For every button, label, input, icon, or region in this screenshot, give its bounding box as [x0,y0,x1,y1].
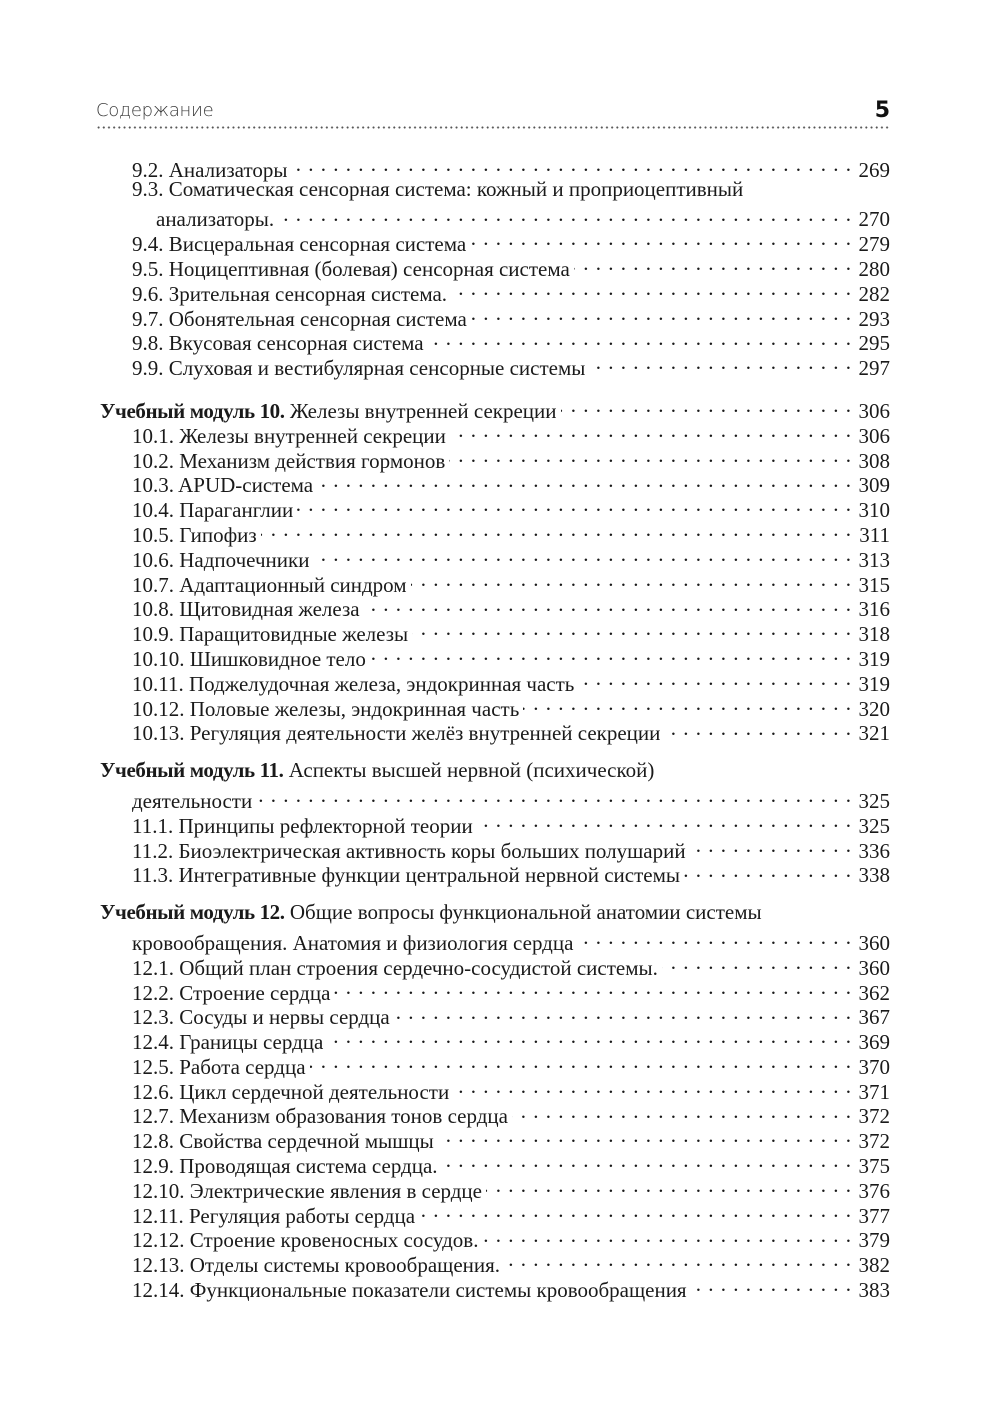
toc-text: Зрительная сенсорная система. [168,281,448,306]
toc-entry-title [132,1030,323,1055]
toc-entry-title [132,597,360,622]
module-heading-continuation [96,783,890,813]
dot-leader [297,492,852,517]
toc-page-number: 320 [858,696,890,721]
toc-text: 12.9. [132,1154,174,1179]
toc-text: 12.7. [132,1104,174,1129]
dot-leader [442,1148,852,1173]
dot-leader [477,808,852,833]
toc-text: Механизм действия гормонов [179,448,446,473]
header-dotted-rule [96,126,890,129]
toc-page-number: 382 [858,1253,890,1278]
toc-page-number: 293 [858,306,890,331]
toc-text: Анализаторы [168,157,288,182]
module-heading-continuation [96,925,890,955]
module-title-continuation: деятельности [132,788,253,813]
toc-page-number: 325 [858,788,890,813]
dot-leader [664,716,852,741]
dot-leader [451,276,852,301]
module-label: Учебный модуль 10. [100,398,285,423]
dot-leader [291,152,852,177]
toc-text: Вкусовая сенсорная система [168,331,424,356]
toc-entry-title [132,177,743,202]
dot-leader [470,226,852,251]
toc-text: 12.3. [132,1005,174,1030]
toc-text: 12.11. [132,1203,184,1228]
toc-page-number: 325 [858,813,890,838]
toc-text: Регуляция работы сердца [188,1203,416,1228]
dot-leader [411,567,852,592]
toc-entry-title [156,207,274,232]
toc-page-number: 309 [858,473,890,498]
toc-text: анализаторы. [156,207,275,232]
toc-text: Обонятельная сенсорная система [168,306,467,331]
toc-text: Свойства сердечной мышцы [179,1129,434,1154]
toc-page-number: 306 [858,398,890,423]
toc-entry-title [132,1080,449,1105]
toc-text: Работа сердца [179,1054,306,1079]
toc-page-number: 311 [859,522,890,547]
dot-leader [684,858,852,883]
toc-page-number: 375 [858,1154,890,1179]
page-number: 5 [874,98,890,123]
dot-leader [471,301,852,326]
module-title: Аспекты высшей нервной (психической) [288,758,655,783]
toc-page-number: 319 [858,671,890,696]
dot-leader [453,1074,852,1099]
toc-text: Отделы системы кровообращения. [189,1253,501,1278]
toc-page-number: 370 [858,1054,890,1079]
toc-page-number: 319 [858,646,890,671]
toc-text: 12.2. [132,980,174,1005]
toc-text: 9.8. [132,331,164,356]
toc-page-number: 338 [858,863,890,888]
toc-text: Проводящая система сердца. [179,1154,438,1179]
toc-text: Механизм образования тонов сердца [179,1104,508,1129]
toc-text: 12.10. [132,1178,185,1203]
dot-leader [561,393,852,418]
toc-text: Слуховая и вестибулярная сенсорные системы [168,356,586,381]
dot-leader [691,1272,852,1297]
toc-text: Соматическая сенсорная система: кожный и проприоцептивный [168,176,744,201]
toc-entry-title [132,331,424,356]
toc-entry-title [132,523,257,548]
toc-entry-title [132,232,466,257]
toc-page-number: 369 [858,1030,890,1055]
toc-text: Электрические явления в сердце [189,1178,482,1203]
toc-entry-title [132,839,686,864]
toc-text: Принципы рефлекторной теории [178,813,473,838]
dot-leader [419,1198,852,1223]
dot-leader [334,975,852,1000]
running-head [96,98,890,128]
toc-text: 12.12. [132,1228,185,1253]
toc-entry-title [132,672,574,697]
toc-text: Половые железы, эндокринная часть [189,696,520,721]
toc-text: 9.7. [132,306,164,331]
dot-leader [449,443,852,468]
toc-page-number: 379 [858,1228,890,1253]
toc-text: 10.1. [132,423,174,448]
toc-text: Щитовидная железа [179,597,360,622]
dot-leader [364,592,852,617]
dot-leader [486,1173,852,1198]
toc-page-number: 315 [858,572,890,597]
toc-text: 12.8. [132,1129,174,1154]
dot-leader [256,783,852,808]
dot-leader [662,950,852,975]
toc-page-number: 270 [858,207,890,232]
module-label: Учебный модуль 12. [100,900,285,925]
toc-page-number: 316 [858,597,890,622]
toc-entry-title [100,900,762,925]
toc-text: 12.14. [132,1278,185,1303]
toc-text: 10.2. [132,448,174,473]
toc-entry-title [132,548,309,573]
toc-entry-title [132,1204,415,1229]
toc-page-number: 282 [858,281,890,306]
toc-page-number: 280 [858,256,890,281]
toc-page-number: 360 [858,930,890,955]
dot-leader [504,1247,852,1272]
toc-page-number: 279 [858,232,890,257]
dot-leader [438,1123,852,1148]
toc-entry-title [132,1253,500,1278]
toc-entry-title [132,931,573,956]
dot-leader [577,925,852,950]
toc-text: 12.13. [132,1253,185,1278]
toc-page-number: 308 [858,448,890,473]
module-heading [96,758,890,783]
toc-text: 11.2. [132,838,174,863]
toc-text: 12.6. [132,1079,174,1104]
toc-page-number: 297 [858,356,890,381]
module-heading [96,900,890,925]
toc-text: 10.9. [132,622,174,647]
toc-entry [96,152,890,182]
toc-text: Шишковидное тело [189,646,366,671]
toc-page-number: 376 [858,1178,890,1203]
toc-entry-title [132,1055,306,1080]
toc-text: 10.6. [132,547,174,572]
dot-leader [327,1024,852,1049]
toc-entry-title [100,758,654,783]
toc-text: Границы сердца [179,1030,324,1055]
dot-leader [278,202,852,227]
toc-text: 10.10. [132,646,185,671]
toc-entry-title [132,697,519,722]
dot-leader [512,1099,852,1124]
toc-entry-title [132,789,252,814]
toc-page-number: 371 [858,1079,890,1104]
module-title-continuation: кровообращения. Анатомия и физиология сердца [132,930,574,955]
table-of-contents [96,152,890,1303]
toc-text: Адаптационный синдром [179,572,407,597]
toc-text: Ноцицептивная (болевая) сенсорная система [168,256,570,281]
module-title: Общие вопросы функциональной анатомии системы [289,900,762,925]
toc-text: 10.4. [132,498,174,523]
toc-text: 10.7. [132,572,174,597]
module-title: Железы внутренней секреции [289,398,557,423]
toc-entry-title [132,814,473,839]
module-label: Учебный модуль 11. [100,758,284,783]
toc-entry-title [132,1228,478,1253]
toc-entry-title [132,307,467,332]
dot-leader [482,1223,852,1248]
toc-entry-title [132,863,680,888]
dot-leader [313,542,852,567]
toc-entry-title [132,647,366,672]
toc-text: Биоэлектрическая активность коры больших полушарий [178,838,686,863]
dot-leader [310,1049,852,1074]
dot-leader [428,326,852,351]
toc-entry-title [132,424,446,449]
toc-text: Общий план строения сердечно-сосудистой системы. [179,955,658,980]
toc-text: Строение сердца [179,980,331,1005]
toc-entry-continuation [96,202,890,232]
toc-text: 9.9. [132,356,164,381]
toc-entry-title [132,622,408,647]
dot-leader [578,666,852,691]
toc-entry-title [132,981,330,1006]
toc-text: 11.1. [132,813,174,838]
dot-leader [589,350,852,375]
toc-text: 9.5. [132,256,164,281]
running-title: Содержание [96,100,214,121]
dot-leader [394,1000,852,1025]
dot-leader [523,691,852,716]
toc-text: Строение кровеносных сосудов. [189,1228,479,1253]
toc-text: APUD-система [178,473,314,498]
toc-entry-title [132,356,585,381]
toc-page-number: 360 [858,955,890,980]
toc-page-number: 310 [858,498,890,523]
toc-text: 12.1. [132,955,174,980]
dot-leader [574,251,852,276]
toc-text: 10.13. [132,721,185,746]
toc-text: 10.12. [132,696,185,721]
toc-text: Висцеральная сенсорная система [168,232,467,257]
toc-text: Цикл сердечной деятельности [179,1079,450,1104]
toc-page-number: 383 [858,1278,890,1303]
toc-text: Регуляция деятельности желёз внутренней секреции [189,721,661,746]
dot-leader [450,418,852,443]
toc-text: 9.3. [132,176,164,201]
dot-leader [261,517,852,542]
toc-page-number: 372 [858,1104,890,1129]
toc-text: 10.5. [132,522,174,547]
toc-text: 12.4. [132,1030,174,1055]
toc-text: Паращитовидные железы [179,622,409,647]
toc-text: Параганглии [179,498,294,523]
toc-page-number: 372 [858,1129,890,1154]
toc-text: 12.5. [132,1054,174,1079]
toc-text: 10.11. [132,671,184,696]
toc-entry-title [132,1278,687,1303]
toc-page-number: 367 [858,1005,890,1030]
toc-page-number: 269 [858,157,890,182]
toc-text: 10.8. [132,597,174,622]
toc-entry-title [132,721,660,746]
toc-text: Сосуды и нервы сердца [179,1005,390,1030]
toc-page-number: 321 [858,721,890,746]
toc-text: 9.2. [132,157,164,182]
toc-text: 10.3. [132,473,174,498]
toc-entry-title [132,1129,434,1154]
toc-entry-title [132,473,313,498]
toc-text: 9.4. [132,232,164,257]
toc-text: Гипофиз [179,522,257,547]
toc-entry-title [132,1154,438,1179]
toc-page-number: 362 [858,980,890,1005]
dot-leader [317,468,852,493]
toc-page-number: 306 [858,423,890,448]
toc-text: 9.6. [132,281,164,306]
toc-text: Интегративные функции центральной нервной системы [178,863,681,888]
toc-page-number: 295 [858,331,890,356]
dot-leader [690,833,852,858]
toc-page-number: 377 [858,1203,890,1228]
toc-page-number: 336 [858,838,890,863]
toc-page-number: 318 [858,622,890,647]
toc-text: Поджелудочная железа, эндокринная часть [188,671,575,696]
toc-entry [96,177,890,202]
toc-entry-title [132,282,447,307]
dot-leader [412,616,852,641]
toc-text: Надпочечники [179,547,310,572]
toc-text: Железы внутренней секреции [179,423,446,448]
toc-page-number: 313 [858,547,890,572]
dot-leader [370,641,852,666]
module-heading [96,393,890,423]
toc-text: Функциональные показатели системы кровообращения [189,1278,687,1303]
toc-text: 11.3. [132,863,174,888]
